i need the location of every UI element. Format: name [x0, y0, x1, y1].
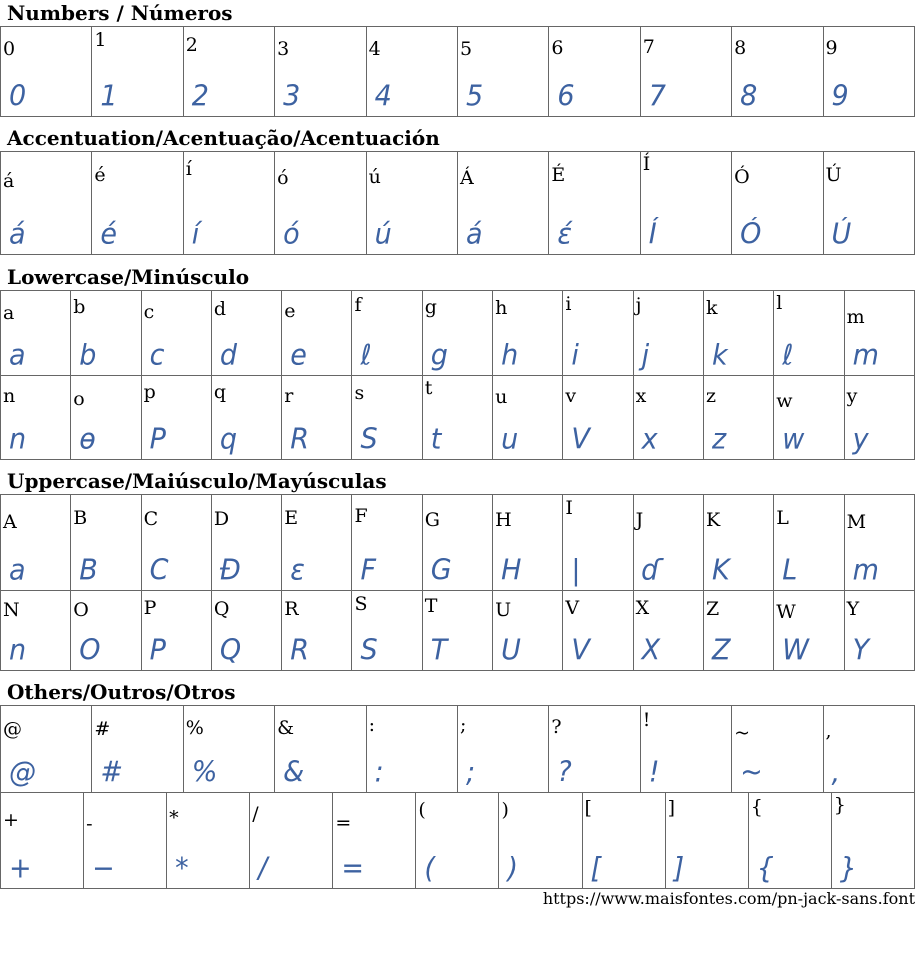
- glyph-sample: Ð: [219, 554, 241, 587]
- cell-label: q: [213, 381, 227, 403]
- cell-uc-K: [703, 495, 773, 591]
- cell-label: h: [495, 297, 508, 319]
- glyph-sample: 6: [557, 80, 575, 113]
- glyph-sample: b: [79, 339, 97, 372]
- glyph-sample: V: [571, 634, 590, 667]
- cell-sym-amp: [275, 706, 366, 793]
- glyph-sample: ɗ: [641, 554, 662, 587]
- cell-label: ,: [825, 720, 832, 742]
- glyph-sample: k: [711, 339, 728, 372]
- cell-acc-U: [823, 152, 914, 255]
- cell-sym-rbrace: [831, 793, 914, 889]
- cell-lc-d: [211, 291, 281, 376]
- glyph-sample: V: [571, 423, 590, 456]
- cell-uc-Y: [844, 591, 914, 671]
- glyph-sample: K: [711, 554, 730, 587]
- glyph-sample: n: [9, 423, 27, 456]
- cell-sym-tilde: [732, 706, 823, 793]
- cell-label: g: [424, 296, 437, 318]
- glyph-sample: 0: [9, 80, 27, 113]
- cell-label: [: [584, 797, 592, 819]
- glyph-sample: S: [360, 423, 378, 456]
- glyph-sample: t: [430, 423, 442, 456]
- cell-label: B: [73, 507, 88, 529]
- cell-label: *: [169, 807, 179, 829]
- cell-label: m: [846, 306, 865, 328]
- glyph-sample: L: [782, 554, 798, 587]
- glyph-sample: ): [507, 852, 519, 885]
- glyph-sample: P: [149, 423, 166, 456]
- cell-label: r: [284, 385, 294, 407]
- cell-acc-E: [549, 152, 640, 255]
- cell-lc-a: [1, 291, 71, 376]
- cell-lc-v: [563, 376, 633, 460]
- cell-lc-e: [282, 291, 352, 376]
- glyph-sample: C: [149, 554, 169, 587]
- cell-label: 0: [3, 38, 16, 60]
- glyph-sample: i: [571, 339, 579, 372]
- cell-label: I: [565, 497, 573, 519]
- title-numbers: Numbers / Números: [7, 1, 233, 25]
- cell-label: L: [776, 507, 789, 529]
- cell-uc-N: [1, 591, 71, 671]
- cell-label: C: [143, 508, 159, 530]
- glyph-sample: é: [100, 218, 118, 251]
- cell-label: i: [565, 293, 572, 315]
- glyph-sample: |: [571, 554, 581, 587]
- glyph-sample: u: [501, 423, 519, 456]
- cell-sym-lbrace: [748, 793, 831, 889]
- cell-sym-comma: [823, 706, 914, 793]
- glyph-sample: 1: [100, 80, 118, 113]
- cell-uc-Z: [703, 591, 773, 671]
- glyph-sample: ]: [673, 852, 685, 885]
- cell-label: F: [354, 505, 368, 527]
- glyph-sample: !: [648, 756, 660, 789]
- cell-label: ): [501, 799, 509, 821]
- cell-uc-F: [352, 495, 422, 591]
- glyph-sample: Z: [711, 634, 731, 667]
- cell-lc-f: [352, 291, 422, 376]
- cell-lc-j: [633, 291, 703, 376]
- cell-label: M: [846, 511, 867, 533]
- cell-sym-semicolon: [457, 706, 548, 793]
- glyph-sample: j: [641, 339, 650, 372]
- glyph-sample: 2: [191, 80, 209, 113]
- glyph-sample: g: [430, 339, 448, 372]
- glyph-sample: R: [290, 423, 309, 456]
- cell-label: a: [3, 302, 15, 324]
- grid-accentuation: [0, 151, 915, 255]
- cell-label: p: [143, 381, 156, 403]
- cell-label: s: [354, 382, 365, 404]
- cell-label: :: [368, 714, 375, 736]
- cell-label: @: [3, 718, 22, 740]
- glyph-sample: d: [219, 339, 238, 372]
- glyph-sample: ℓ: [782, 339, 794, 372]
- grid-others-row1: [0, 705, 915, 793]
- cell-label: c: [143, 301, 155, 323]
- glyph-sample: e: [290, 339, 307, 372]
- cell-label: G: [424, 509, 440, 531]
- cell-uc-W: [774, 591, 844, 671]
- cell-label: O: [73, 599, 89, 621]
- cell-label: P: [143, 597, 157, 619]
- glyph-sample: m: [852, 554, 879, 587]
- glyph-sample: Í: [648, 218, 657, 251]
- cell-acc-u: [366, 152, 457, 255]
- cell-num-6: [549, 27, 640, 117]
- cell-label: n: [3, 385, 16, 407]
- cell-sym-equals: [333, 793, 416, 889]
- glyph-sample: a: [9, 554, 26, 587]
- cell-label: -: [86, 813, 93, 835]
- cell-lc-m: [844, 291, 914, 376]
- cell-uc-R: [282, 591, 352, 671]
- glyph-sample: 5: [465, 80, 484, 113]
- cell-lc-h: [493, 291, 563, 376]
- cell-uc-A: [1, 495, 71, 591]
- glyph-sample: m: [852, 339, 879, 372]
- glyph-sample: B: [79, 554, 98, 587]
- cell-label: e: [284, 300, 296, 322]
- cell-label: 1: [94, 29, 107, 51]
- cell-sym-colon: [366, 706, 457, 793]
- glyph-sample: H: [501, 554, 522, 587]
- cell-acc-o: [275, 152, 366, 255]
- cell-label: &: [277, 717, 295, 739]
- glyph-sample: +: [9, 852, 32, 885]
- cell-label: K: [705, 509, 721, 531]
- glyph-sample: Y: [852, 634, 870, 667]
- cell-label: 3: [277, 38, 290, 60]
- cell-uc-T: [422, 591, 492, 671]
- glyph-sample: T: [430, 634, 448, 667]
- cell-sym-exclaim: [640, 706, 731, 793]
- grid-lowercase: [0, 290, 915, 460]
- glyph-sample: á: [465, 218, 483, 251]
- cell-label: T: [424, 595, 438, 617]
- cell-lc-g: [422, 291, 492, 376]
- cell-num-2: [183, 27, 274, 117]
- cell-label: V: [565, 597, 580, 619]
- glyph-sample: í: [191, 218, 200, 251]
- cell-label: í: [185, 158, 192, 180]
- cell-lc-i: [563, 291, 633, 376]
- cell-label: w: [776, 390, 793, 412]
- cell-lc-n: [1, 376, 71, 460]
- cell-sym-lbracket: [582, 793, 665, 889]
- glyph-sample: ,: [831, 756, 841, 789]
- cell-label: z: [705, 385, 716, 407]
- cell-lc-x: [633, 376, 703, 460]
- title-others: Others/Outros/Otros: [7, 680, 236, 704]
- cell-label: Á: [459, 167, 474, 189]
- glyph-sample: −: [92, 852, 115, 885]
- cell-uc-J: [633, 495, 703, 591]
- glyph-sample: n: [9, 634, 27, 667]
- cell-label: t: [424, 377, 433, 399]
- cell-label: l: [776, 292, 783, 314]
- glyph-sample: @: [9, 756, 36, 789]
- cell-label: J: [635, 509, 644, 531]
- cell-label: y: [846, 385, 858, 407]
- cell-num-7: [640, 27, 731, 117]
- cell-lc-q: [211, 376, 281, 460]
- cell-uc-B: [71, 495, 141, 591]
- glyph-sample: Ó: [740, 218, 762, 251]
- glyph-sample: O: [79, 634, 101, 667]
- cell-uc-G: [422, 495, 492, 591]
- glyph-sample: ~: [740, 756, 763, 789]
- cell-acc-i: [183, 152, 274, 255]
- cell-uc-X: [633, 591, 703, 671]
- glyph-sample: w: [782, 423, 805, 456]
- cell-label: d: [213, 298, 227, 320]
- cell-label: á: [3, 170, 15, 192]
- cell-sym-slash: [250, 793, 333, 889]
- glyph-sample: /: [258, 852, 268, 885]
- glyph-sample: ú: [374, 218, 392, 251]
- cell-label: 5: [459, 38, 473, 60]
- cell-acc-A: [457, 152, 548, 255]
- cell-label: ó: [277, 167, 289, 189]
- cell-lc-k: [703, 291, 773, 376]
- glyph-sample: [: [590, 852, 602, 885]
- cell-label: 9: [825, 37, 838, 59]
- glyph-sample: h: [501, 339, 519, 372]
- glyph-sample: G: [430, 554, 452, 587]
- cell-sym-rparen: [499, 793, 582, 889]
- cell-num-4: [366, 27, 457, 117]
- cell-sym-rbracket: [665, 793, 748, 889]
- cell-lc-t: [422, 376, 492, 460]
- glyph-sample: 3: [283, 80, 301, 113]
- cell-label: =: [335, 812, 352, 834]
- glyph-sample: y: [852, 423, 869, 456]
- cell-acc-e: [92, 152, 183, 255]
- cell-label: /: [252, 803, 259, 825]
- cell-label: +: [3, 809, 19, 831]
- source-url-link[interactable]: https://www.maisfontes.com/pn-jack-sans.font: [542, 889, 915, 908]
- glyph-sample: %: [191, 756, 218, 789]
- cell-uc-Q: [211, 591, 281, 671]
- cell-label: (: [418, 799, 426, 821]
- glyph-sample: 9: [831, 80, 849, 113]
- cell-label: Í: [642, 153, 651, 175]
- cell-sym-asterisk: [167, 793, 250, 889]
- cell-label: ú: [368, 166, 381, 188]
- cell-label: D: [213, 508, 230, 530]
- cell-label: x: [635, 385, 647, 407]
- cell-label: Y: [846, 598, 860, 620]
- cell-uc-I: [563, 495, 633, 591]
- cell-label: ?: [551, 716, 562, 738]
- glyph-sample: &: [283, 756, 305, 789]
- cell-lc-y: [844, 376, 914, 460]
- cell-label: Ú: [825, 164, 842, 186]
- cell-label: o: [73, 388, 85, 410]
- cell-acc-a: [1, 152, 92, 255]
- cell-label: S: [354, 593, 368, 615]
- glyph-sample: ó: [283, 218, 300, 251]
- glyph-sample: }: [839, 852, 857, 885]
- glyph-sample: U: [501, 634, 521, 667]
- cell-label: A: [3, 511, 17, 533]
- cell-lc-b: [71, 291, 141, 376]
- cell-label: k: [705, 297, 718, 319]
- glyph-sample: Q: [219, 634, 242, 667]
- cell-num-0: [1, 27, 92, 117]
- cell-sym-question: [549, 706, 640, 793]
- cell-label: b: [73, 296, 86, 318]
- cell-label: Q: [213, 598, 230, 620]
- cell-label: 8: [734, 37, 747, 59]
- cell-label: }: [833, 794, 846, 816]
- cell-uc-O: [71, 591, 141, 671]
- glyph-sample: a: [9, 339, 26, 372]
- cell-num-9: [823, 27, 914, 117]
- cell-acc-O: [732, 152, 823, 255]
- glyph-sample: ;: [465, 756, 476, 789]
- glyph-sample: ɛ́: [557, 218, 573, 251]
- cell-uc-M: [844, 495, 914, 591]
- cell-label: f: [354, 294, 362, 316]
- cell-lc-c: [141, 291, 211, 376]
- cell-label: H: [495, 509, 512, 531]
- cell-uc-S: [352, 591, 422, 671]
- cell-num-8: [732, 27, 823, 117]
- glyph-sample: ɵ: [79, 423, 96, 456]
- glyph-sample: {: [756, 852, 774, 885]
- glyph-sample: ℓ: [360, 339, 372, 372]
- cell-label: X: [635, 597, 650, 619]
- glyph-sample: =: [341, 852, 364, 885]
- grid-uppercase: [0, 494, 915, 671]
- glyph-sample: 8: [740, 80, 758, 113]
- cell-uc-U: [493, 591, 563, 671]
- cell-label: É: [551, 164, 566, 186]
- cell-num-5: [457, 27, 548, 117]
- glyph-sample: q: [219, 423, 238, 456]
- cell-label: 4: [368, 38, 381, 60]
- cell-label: #: [94, 718, 111, 740]
- cell-label: 2: [185, 34, 198, 56]
- title-lowercase: Lowercase/Minúsculo: [7, 265, 250, 289]
- cell-label: {: [750, 796, 763, 818]
- cell-label: ~: [734, 722, 751, 744]
- cell-lc-r: [282, 376, 352, 460]
- glyph-sample: R: [290, 634, 309, 667]
- cell-sym-lparen: [416, 793, 499, 889]
- cell-lc-l: [774, 291, 844, 376]
- glyph-sample: á: [9, 218, 26, 251]
- cell-label: W: [776, 601, 796, 623]
- cell-uc-D: [211, 495, 281, 591]
- cell-label: N: [3, 599, 20, 621]
- glyph-sample: X: [641, 634, 661, 667]
- cell-label: Z: [705, 598, 720, 620]
- cell-uc-V: [563, 591, 633, 671]
- grid-others-row2: [0, 792, 915, 889]
- cell-num-1: [92, 27, 183, 117]
- cell-label: E: [284, 507, 299, 529]
- cell-sym-percent: [183, 706, 274, 793]
- glyph-sample: P: [149, 634, 166, 667]
- glyph-sample: c: [149, 339, 165, 372]
- cell-sym-plus: [1, 793, 84, 889]
- cell-lc-s: [352, 376, 422, 460]
- cell-uc-E: [282, 495, 352, 591]
- cell-acc-I: [640, 152, 731, 255]
- glyph-sample: :: [374, 756, 384, 789]
- cell-lc-w: [774, 376, 844, 460]
- cell-lc-p: [141, 376, 211, 460]
- title-uppercase: Uppercase/Maiúsculo/Mayúsculas: [7, 469, 387, 493]
- glyph-sample: x: [641, 423, 658, 456]
- cell-label: 7: [642, 36, 655, 58]
- cell-label: v: [565, 385, 577, 407]
- glyph-sample: 7: [648, 80, 666, 113]
- cell-label: %: [185, 717, 204, 739]
- cell-label: u: [495, 386, 508, 408]
- cell-uc-H: [493, 495, 563, 591]
- glyph-sample: ɛ: [290, 554, 305, 587]
- cell-label: ;: [459, 714, 467, 736]
- glyph-sample: #: [100, 756, 124, 789]
- cell-label: Ó: [734, 166, 750, 188]
- grid-numbers: [0, 26, 915, 117]
- glyph-sample: (: [424, 852, 435, 885]
- cell-label: 6: [551, 37, 564, 59]
- glyph-sample: 4: [374, 80, 392, 113]
- cell-num-3: [275, 27, 366, 117]
- cell-label: !: [642, 709, 651, 731]
- glyph-sample: F: [360, 554, 377, 587]
- glyph-sample: z: [711, 423, 727, 456]
- cell-label: U: [495, 599, 512, 621]
- cell-lc-u: [493, 376, 563, 460]
- cell-sym-minus: [84, 793, 167, 889]
- cell-label: é: [94, 164, 106, 186]
- glyph-sample: W: [782, 634, 809, 667]
- cell-label: ]: [667, 797, 676, 819]
- cell-uc-P: [141, 591, 211, 671]
- glyph-sample: ?: [557, 756, 572, 789]
- cell-uc-L: [774, 495, 844, 591]
- cell-lc-z: [703, 376, 773, 460]
- cell-label: j: [635, 294, 642, 316]
- glyph-sample: *: [175, 852, 189, 885]
- glyph-sample: Ú: [831, 218, 852, 251]
- title-accentuation: Accentuation/Acentuação/Acentuación: [7, 126, 440, 150]
- cell-sym-at: [1, 706, 92, 793]
- cell-lc-o: [71, 376, 141, 460]
- cell-uc-C: [141, 495, 211, 591]
- cell-sym-hash: [92, 706, 183, 793]
- cell-label: R: [284, 598, 299, 620]
- glyph-sample: S: [360, 634, 378, 667]
